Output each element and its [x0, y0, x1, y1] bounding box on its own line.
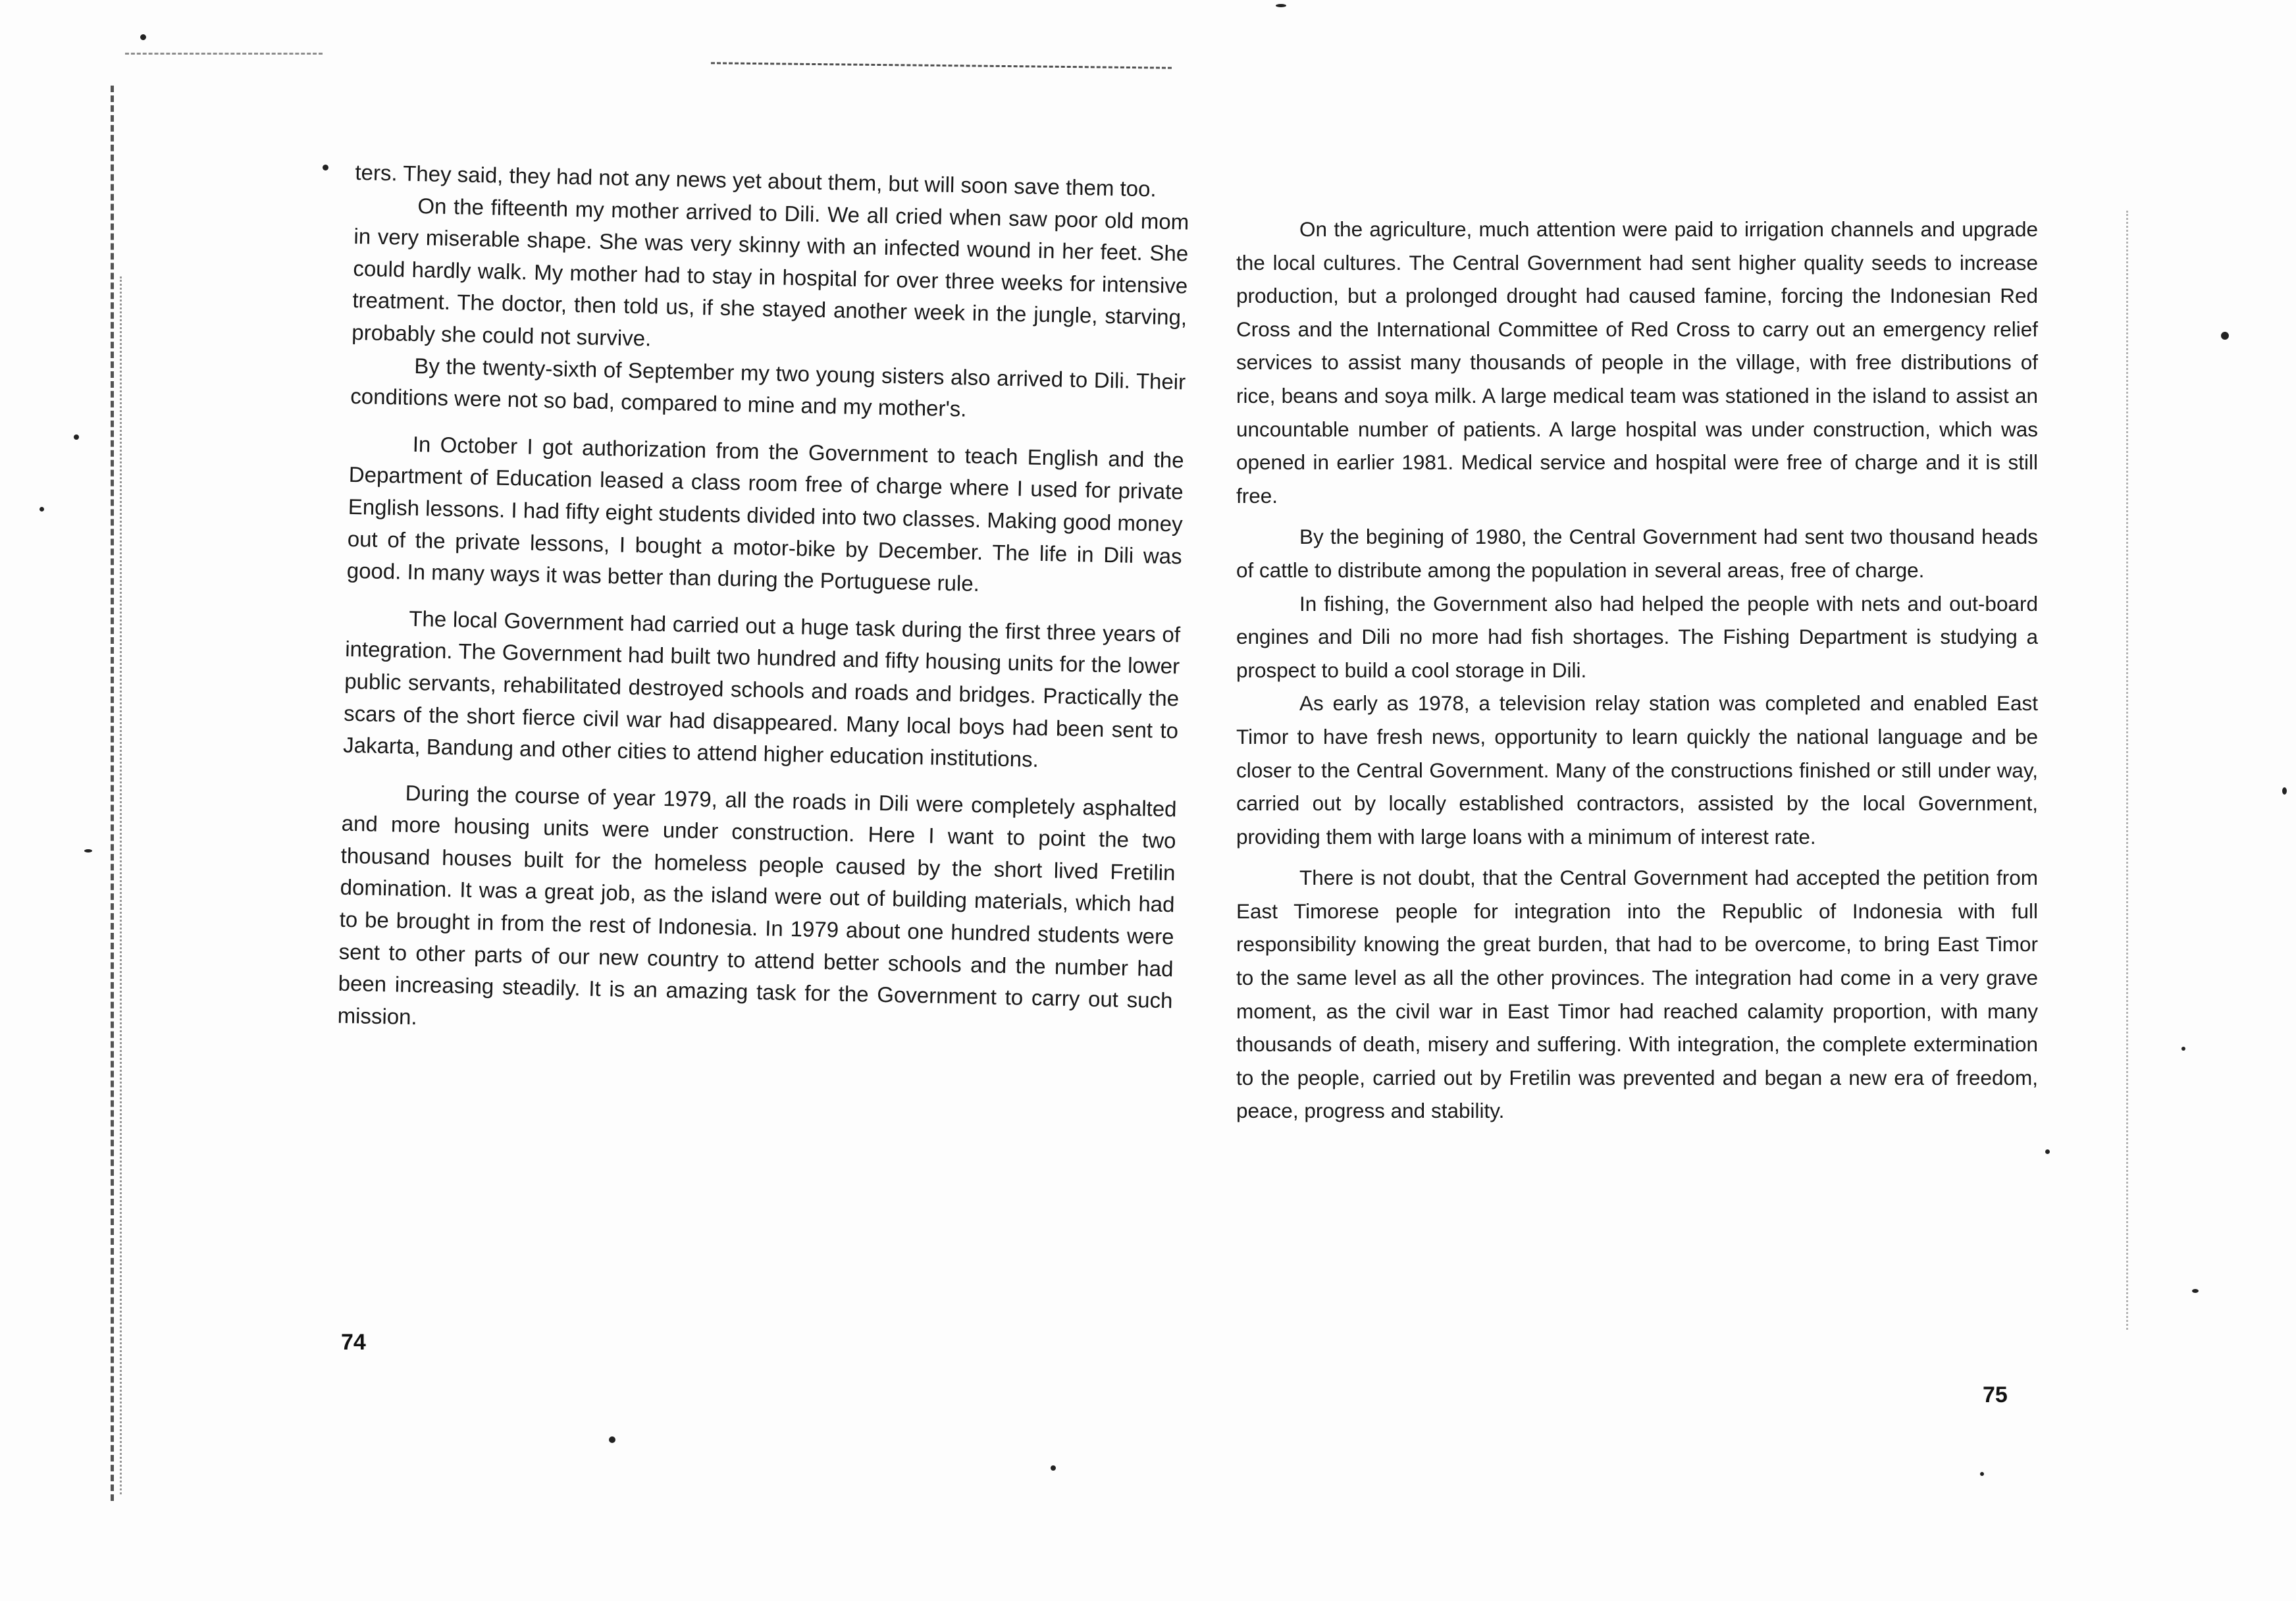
paragraph: As early as 1978, a television relay station was completed and enabled East Timor to have fresh news, opportunity to learn quickly the national language and be closer to the Central Government. Many of the constructions finished or still under way, carried out by locally established contractors, assisted by the local Government, providing them with large loans with a minimum of interest rate.	[1236, 691, 2038, 849]
page-number-left: 74	[341, 1330, 366, 1355]
scan-speck	[1276, 4, 1286, 7]
scan-speck	[140, 34, 146, 40]
paragraph: There is not doubt, that the Central Government had accepted the petition from East Timorese people for integration into the Republic of Indonesia with full responsibility knowing the great burden, that had to be overcome, to bring East Timor to the same level as all the other provinces. The integration had come in a very grave moment, as the civil war in East Timor had reached calamity proportion, with many thousands of death, misery and suffering. With integration, the complete extermination to the people, carried out by Fretilin was prevented and began a new era of freedom, peace, progress and stability.	[1236, 866, 2038, 1123]
paragraph: During the course of year 1979, all the roads in Dili were completely asphalted and more housing units were under construction. Here I want to point the two thousand houses built for the homeless people caused by the short lived Fretilin domination. It was a great job, as the island were out of building materials, which had to be brought in from the rest of Indonesia. In 1979 about one hundred students were sent to other parts of our new country to attend better schools and the number had been increasing steadily. It is an amazing task for the Government to carry out such mission.	[337, 780, 1177, 1030]
page-number-right: 75	[1983, 1382, 2008, 1407]
paragraph: By the begining of 1980, the Central Government had sent two thousand heads of cattle to distribute among the population in several areas, free of charge.	[1236, 525, 2038, 582]
scan-binding-shadow	[120, 276, 124, 1494]
scan-speck	[2045, 1149, 2050, 1154]
left-page-text	[337, 157, 1190, 1049]
paragraph: In fishing, the Government also had helped the people with nets and out-board engines and Dili no more had fish shortages. The Fishing Department is studying a prospect to build a cool storage in Dili.	[1236, 591, 2038, 682]
scan-top-rule-left	[125, 53, 323, 55]
scan-speck	[84, 849, 92, 853]
paragraph: In October I got authorization from the Government to teach English and the Department of Education leased a class room free of charge where I used for private English lessons. I had fifty eight students divided into two classes. Making good money out of the private lessons, I bought a motor-bike by December. The life in Dili was good. In many ways it was better than during the Portuguese rule.	[346, 431, 1185, 596]
paragraph: On the agriculture, much attention were paid to irrigation channels and upgrade the local cultures. The Central Government had sent higher quality seeds to increase production, but a prolonged drought had caused famine, forcing the Indonesian Red Cross and the International Committee of Red Cross to carry out an emergency relief services to assist many thousands of people in the village, with free distributions of rice, beans and soya milk. A large medical team was stationed in the island to assist an uncountable number of patients. A large hospital was under construction, which was opened in earlier 1981. Medical service and hospital were free of charge and it is still free.	[1236, 217, 2038, 508]
scan-binding-edge	[111, 86, 119, 1501]
scan-top-rule	[711, 62, 1172, 68]
paragraph: The local Government had carried out a huge task during the first three years of integration. The Government had built two hundred and fifty housing units for the lower public servants, rehabilitated destroyed schools and roads and bridges. Practically the scars of the short fierce civil war had disappeared. Many local boys had been sent to Jakarta, Bandung and other cities to attend higher education institutions.	[342, 606, 1181, 772]
scan-speck	[2221, 332, 2229, 340]
scan-speck	[2192, 1289, 2199, 1293]
paragraph: On the fifteenth my mother arrived to Dili. We all cried when saw poor old mom in very miserable shape. She was very skinny with an infected wound in her feet. She could hardly walk. My mother had to stay in hospital for over three weeks for intensive treatment. The doctor, then told us, if she stayed another week in the jungle, starving, probably she could not survive.	[352, 193, 1189, 351]
scan-speck	[1980, 1472, 1984, 1476]
scan-right-edge-marks	[2126, 211, 2131, 1330]
scan-speck	[39, 507, 44, 512]
right-page-text	[1236, 213, 2038, 1128]
paragraph: ters. They said, they had not any news yet about them, but will soon save them too.	[355, 159, 1157, 201]
scan-speck	[323, 165, 328, 171]
scan-speck	[74, 434, 79, 440]
scan-speck	[609, 1436, 615, 1443]
paragraph: By the twenty-sixth of September my two young sisters also arrived to Dili. Their conditions were not so bad, compared to mine and my mother's.	[350, 353, 1186, 421]
scan-speck	[1051, 1465, 1056, 1471]
scan-speck	[2181, 1047, 2185, 1051]
scan-speck	[2282, 787, 2287, 795]
